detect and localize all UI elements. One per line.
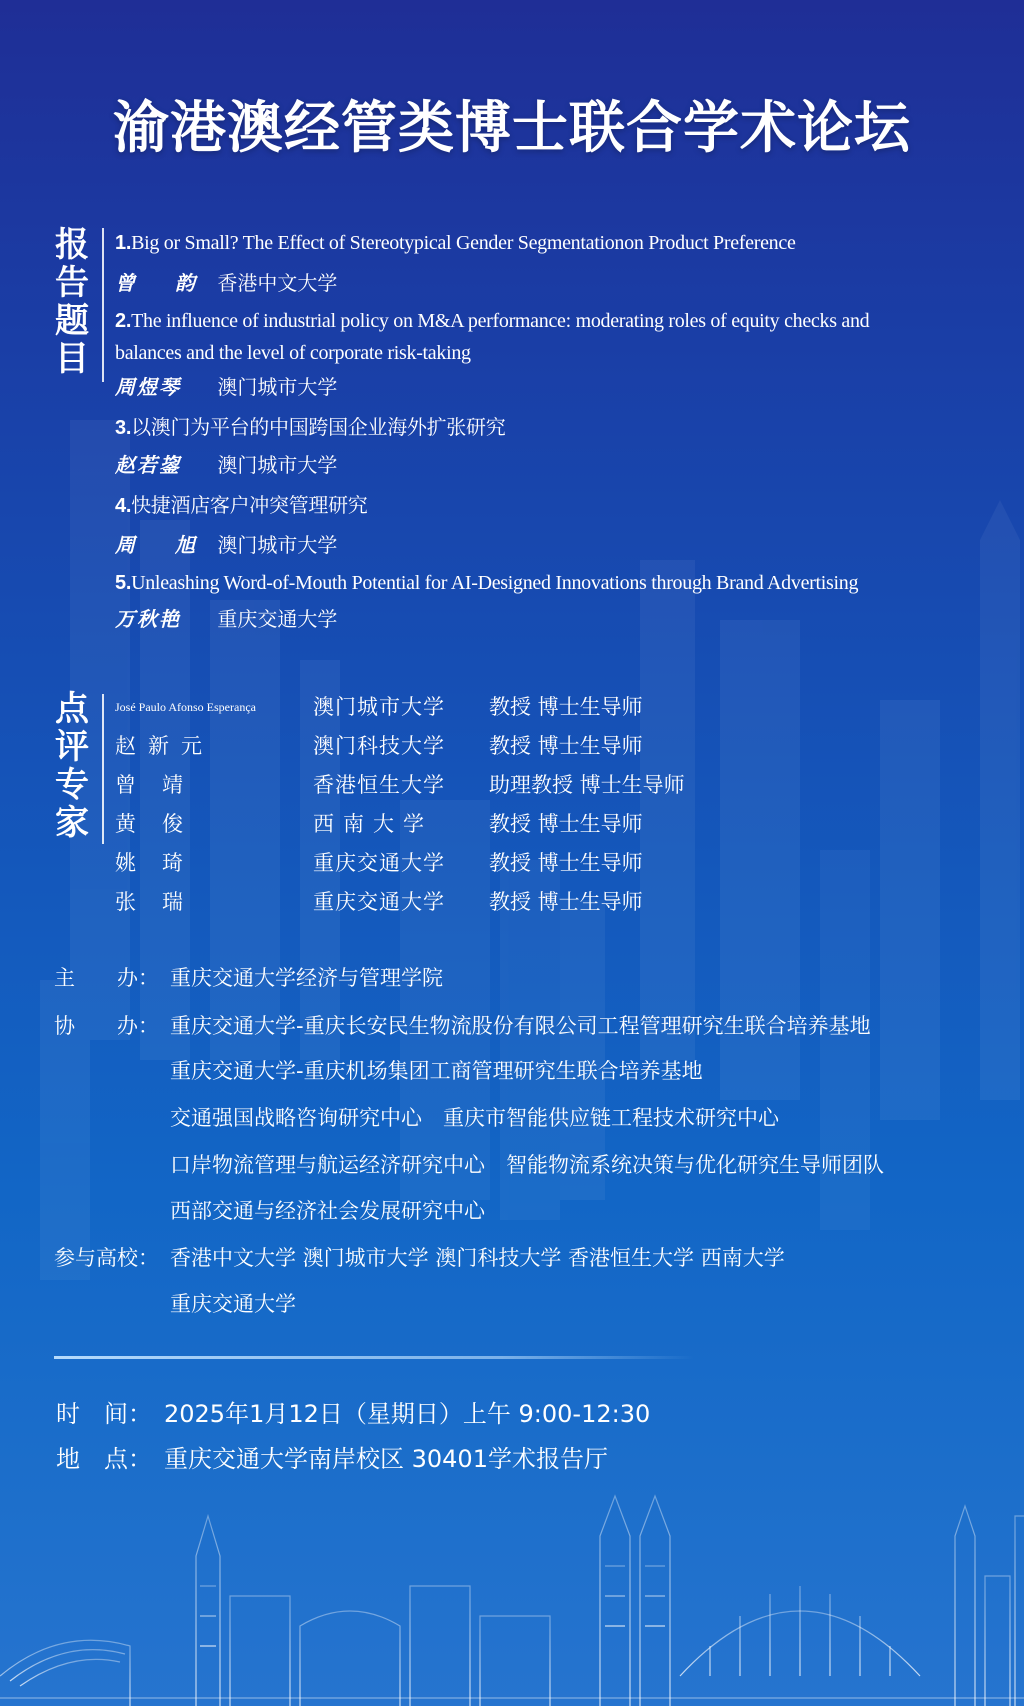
presenter-university: 澳门城市大学	[217, 533, 338, 557]
report-presenter-line	[115, 269, 975, 297]
presenter-name: 万秋艳	[115, 607, 181, 631]
co-host-line: 西部交通与经济社会发展研究中心	[170, 1199, 485, 1223]
section-divider	[54, 1356, 694, 1359]
reviewer-name: 姚琦	[115, 851, 209, 875]
event-time-row	[56, 1396, 650, 1432]
reviewer-title: 教授 博士生导师	[489, 695, 643, 719]
reviewer-title: 教授 博士生导师	[489, 890, 643, 914]
participants-line: 香港中文大学 澳门城市大学 澳门科技大学 香港恒生大学 西南大学	[170, 1246, 785, 1270]
reviewer-name: 张瑞	[115, 890, 209, 914]
time-label: 时 间：	[56, 1400, 152, 1428]
reviewer-title: 助理教授 博士生导师	[489, 773, 685, 797]
reviewer-school: 重庆交通大学	[313, 851, 445, 875]
reviewer-title: 教授 博士生导师	[489, 851, 643, 875]
report-title: 5.Unleashing Word-of-Mouth Potential for AI-Designed Innovations through Brand Advertising	[115, 572, 859, 594]
presenter-name: 周 旭	[115, 533, 205, 557]
reviewer-name: 曾靖	[115, 773, 209, 797]
reports-section-label: 报告题目	[55, 225, 89, 379]
reviewer-title: 教授 博士生导师	[489, 812, 643, 836]
report-title: 3.以澳门为平台的中国跨国企业海外扩张研究	[115, 415, 506, 439]
co-host-line: 交通强国战略咨询研究中心 重庆市智能供应链工程技术研究中心	[170, 1106, 779, 1130]
event-time: 2025年1月12日（星期日）上午 9:00-12:30	[164, 1400, 651, 1428]
presenter-university: 澳门城市大学	[217, 453, 338, 477]
co-host-line: 重庆交通大学-重庆长安民生物流股份有限公司工程管理研究生联合培养基地	[170, 1014, 871, 1038]
reviewer-school: 香港恒生大学	[313, 773, 445, 797]
co-host-line: 重庆交通大学-重庆机场集团工商管理研究生联合培养基地	[170, 1059, 703, 1083]
host-name: 重庆交通大学经济与管理学院	[170, 966, 443, 990]
report-title: 2.The influence of industrial policy on M&A performance: moderating roles of equity checks and	[115, 310, 870, 332]
reviewer-school: 澳门城市大学	[313, 695, 445, 719]
reviewer-title: 教授 博士生导师	[489, 734, 643, 758]
event-place: 重庆交通大学南岸校区 30401学术报告厅	[164, 1445, 608, 1473]
reports-divider-line	[102, 228, 104, 382]
presenter-name: 周煜琴	[115, 375, 181, 399]
host-row	[54, 961, 443, 995]
participants-line: 重庆交通大学	[170, 1292, 296, 1316]
report-presenter-line	[115, 605, 975, 633]
place-label: 地 点：	[56, 1445, 152, 1473]
report-title-continuation: balances and the level of corporate risk-taking	[115, 342, 471, 364]
report-presenter-line	[115, 451, 975, 479]
presenter-university: 香港中文大学	[217, 271, 338, 295]
presenter-university: 重庆交通大学	[217, 607, 338, 631]
host-label: 主 办：	[54, 966, 159, 990]
report-presenter-line	[115, 531, 975, 559]
reviewer-name: 黄俊	[115, 812, 209, 836]
report-presenter-line	[115, 373, 975, 401]
co-host-line: 口岸物流管理与航运经济研究中心 智能物流系统决策与优化研究生导师团队	[170, 1153, 884, 1177]
poster-title: 渝港澳经管类博士联合学术论坛	[113, 95, 911, 161]
presenter-university: 澳门城市大学	[217, 375, 338, 399]
reviewer-school: 重庆交通大学	[313, 890, 445, 914]
co-host-label: 协 办：	[54, 1014, 159, 1038]
reviewer-school: 西南大学	[313, 812, 433, 836]
report-title: 1.Big or Small? The Effect of Stereotypical Gender Segmentationon Product Preference	[115, 232, 796, 254]
participants-row	[54, 1241, 785, 1275]
report-title: 4.快捷酒店客户冲突管理研究	[115, 493, 368, 517]
reviewer-school: 澳门科技大学	[313, 734, 445, 758]
reviewer-name: José Paulo Afonso Esperança	[115, 700, 256, 714]
skyline-illustration	[0, 1476, 1024, 1706]
reviewer-name: 赵新元	[115, 734, 214, 758]
reviewers-divider-line	[102, 694, 104, 844]
presenter-name: 曾 韵	[115, 271, 205, 295]
co-host-row	[54, 1009, 871, 1043]
participants-label: 参与高校：	[54, 1246, 159, 1270]
presenter-name: 赵若鋆	[115, 453, 181, 477]
reviewers-section-label: 点评专家	[55, 689, 89, 843]
event-place-row	[56, 1441, 608, 1477]
